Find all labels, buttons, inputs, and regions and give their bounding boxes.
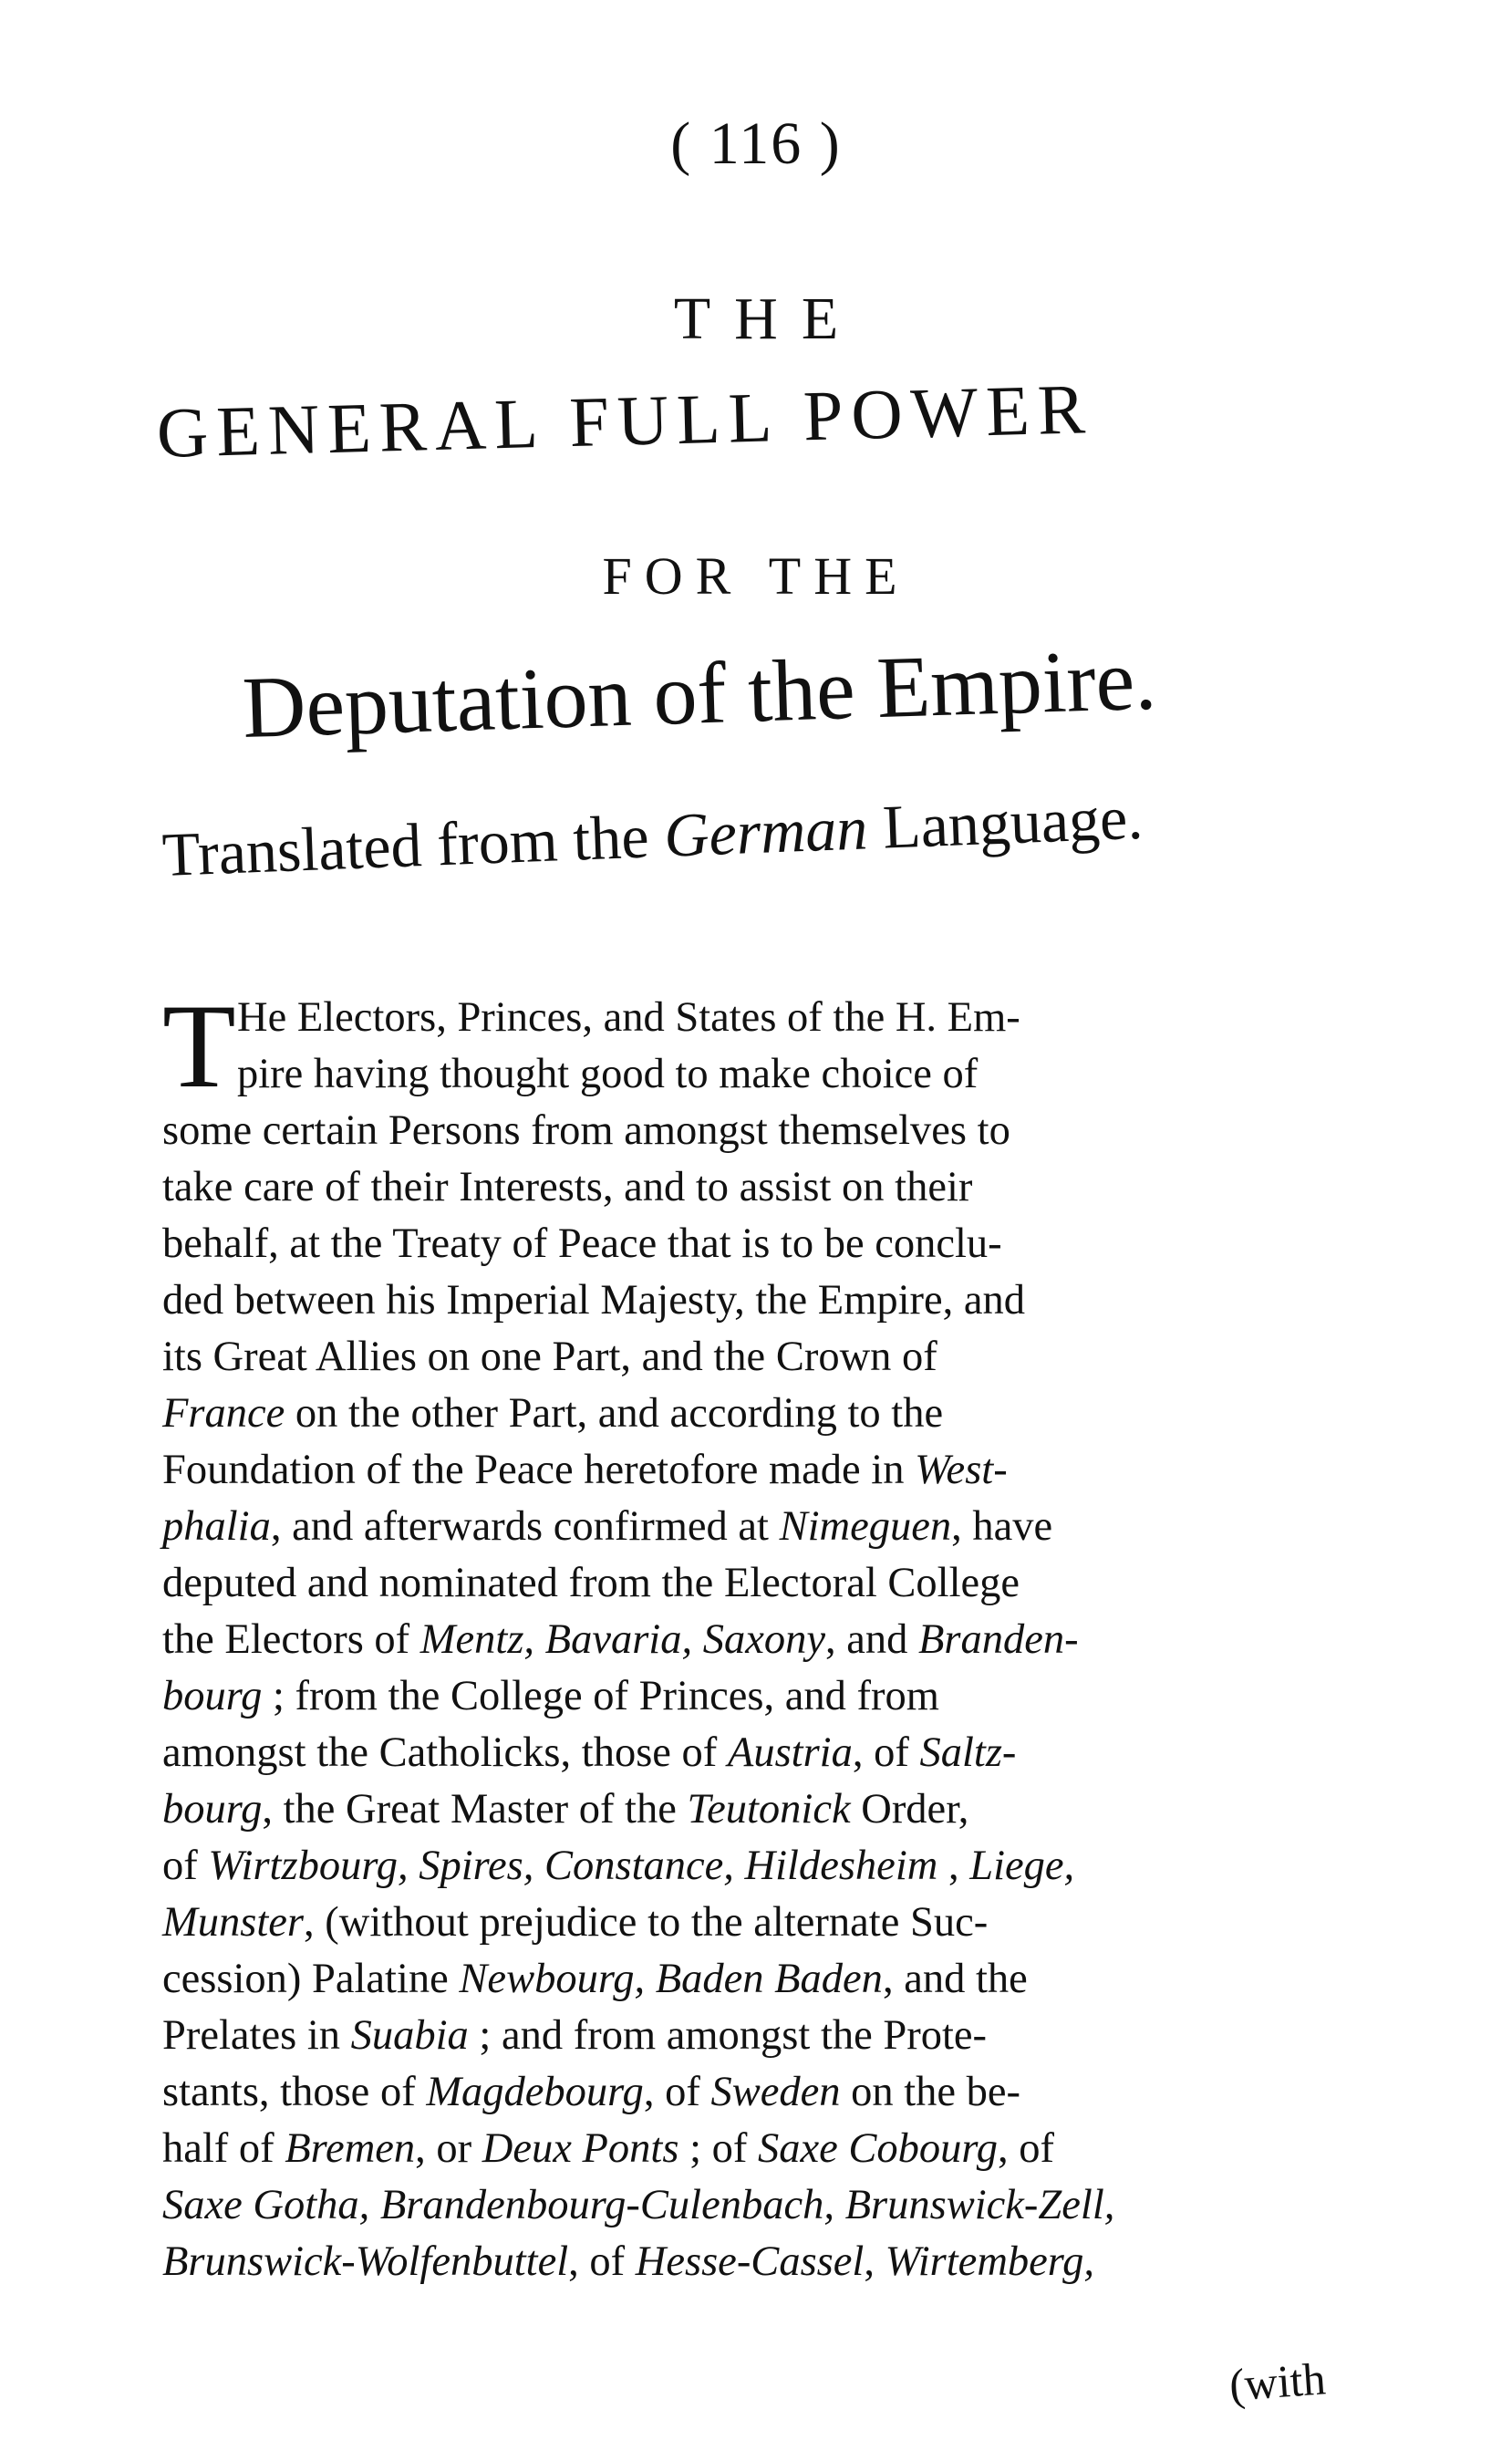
- text-line: [162, 2064, 1348, 2121]
- text-line: [162, 1612, 1348, 1668]
- italic-text: Mentz, Bavaria, Saxony: [419, 1616, 826, 1663]
- heading-general-full-power: GENERAL FULL POWER: [155, 369, 1094, 472]
- heading-the: THE: [673, 286, 863, 352]
- italic-text: Nimeguen: [779, 1503, 952, 1550]
- plain-text: , of: [852, 1729, 920, 1776]
- italic-text: Bremen: [285, 2125, 416, 2172]
- plain-text: Prelates in: [162, 2012, 351, 2059]
- text-line: deputed and nominated from the Electoral College: [162, 1560, 1020, 1606]
- text-line: ded between his Imperial Majesty, the Empire, and: [162, 1277, 1026, 1324]
- plain-text: of: [162, 1843, 209, 1889]
- plain-text: half of: [162, 2125, 285, 2172]
- italic-text: bourg: [162, 1673, 263, 1719]
- italic-text: Liege,: [969, 1843, 1075, 1889]
- plain-text: , of: [998, 2125, 1055, 2172]
- plain-text: , and afterwards confirmed at: [270, 1503, 780, 1550]
- drop-cap: T: [162, 979, 236, 1113]
- italic-text: Newbourg, Baden Baden: [459, 1956, 883, 2002]
- text-line: [162, 1386, 1348, 1442]
- text-line: take care of their Interests, and to assist on their: [162, 1164, 973, 1210]
- plain-text: , the Great Master of the: [262, 1786, 688, 1833]
- plain-text: ; from the College of Princes, and from: [262, 1673, 939, 1719]
- heading-for-the: FOR THE: [602, 546, 910, 606]
- italic-text: Wirtemberg,: [885, 2238, 1095, 2285]
- plain-text: , and the: [882, 1956, 1028, 2002]
- translated-language: German: [662, 793, 869, 870]
- text-line: [162, 2008, 1348, 2064]
- plain-text: stants, those of: [162, 2069, 427, 2115]
- text-line: pire having thought good to make choice of: [237, 1051, 979, 1097]
- catchword: (with: [1227, 2352, 1328, 2411]
- text-line: some certain Persons from amongst themselves to: [162, 1107, 1010, 1154]
- plain-text: on the be-: [840, 2069, 1021, 2115]
- italic-text: Saxe Cobourg: [757, 2125, 999, 2172]
- plain-text: on the other Part, and according to the: [285, 1390, 944, 1437]
- text-line: behalf, at the Treaty of Peace that is to be conclu-: [162, 1220, 1002, 1267]
- plain-text: , have: [951, 1503, 1053, 1550]
- italic-text: Hesse-Cassel: [635, 2238, 865, 2285]
- plain-text: ,: [864, 2238, 885, 2285]
- translated-prefix: Translated from the: [161, 800, 666, 889]
- text-line: [162, 1499, 1348, 1555]
- italic-text: Wirtzbourg, Spires, Constance, Hildesheim: [208, 1843, 938, 1889]
- text-line: He Electors, Princes, and States of the H. Em-: [237, 994, 1020, 1041]
- italic-text: Munster: [162, 1899, 304, 1946]
- italic-text: Teutonick: [687, 1786, 851, 1833]
- italic-text: West-: [915, 1447, 1008, 1493]
- plain-text: , and: [825, 1616, 919, 1663]
- translated-suffix: Language.: [865, 782, 1144, 863]
- plain-text: amongst the Catholicks, those of: [162, 1729, 728, 1776]
- italic-text: France: [162, 1390, 285, 1437]
- page-number: ( 116 ): [670, 110, 842, 177]
- heading-deputation: Deputation of the Empire.: [241, 629, 1158, 756]
- plain-text: , of: [568, 2238, 636, 2285]
- text-line: Saxe Gotha, Brandenbourg-Culenbach, Brunswick-Zell,: [162, 2182, 1115, 2228]
- italic-text: bourg: [162, 1786, 263, 1833]
- plain-text: ,: [937, 1843, 970, 1889]
- italic-text: Austria: [727, 1729, 853, 1776]
- plain-text: , (without prejudice to the alternate Suc-: [304, 1899, 989, 1946]
- italic-text: phalia: [162, 1503, 271, 1550]
- text-line: [162, 1838, 1348, 1895]
- text-line: [162, 1725, 1348, 1781]
- text-line: [162, 1668, 1348, 1725]
- text-line: [162, 1442, 1348, 1499]
- plain-text: , of: [643, 2069, 711, 2115]
- plain-text: ; and from amongst the Prote-: [468, 2012, 988, 2059]
- italic-text: Sweden: [710, 2069, 841, 2115]
- text-line: [162, 1895, 1348, 1951]
- plain-text: Foundation of the Peace heretofore made in: [162, 1447, 916, 1493]
- plain-text: ; of: [678, 2125, 758, 2172]
- body-paragraph: [162, 979, 1348, 2290]
- plain-text: the Electors of: [162, 1616, 420, 1663]
- text-line: its Great Allies on one Part, and the Crown of: [162, 1334, 937, 1380]
- text-line: [162, 1951, 1348, 2008]
- text-line: [162, 2121, 1348, 2177]
- plain-text: , or: [415, 2125, 482, 2172]
- text-line: [162, 1781, 1348, 1838]
- italic-text: Branden-: [918, 1616, 1079, 1663]
- italic-text: Brunswick-Wolfenbuttel: [162, 2238, 569, 2285]
- plain-text: Order,: [850, 1786, 969, 1833]
- plain-text: cession) Palatine: [162, 1956, 460, 2002]
- italic-text: Deux Ponts: [482, 2125, 679, 2172]
- text-line: [162, 2234, 1348, 2290]
- italic-text: Suabia: [350, 2012, 469, 2059]
- heading-translated: [161, 782, 1144, 891]
- italic-text: Magdebourg: [426, 2069, 644, 2115]
- italic-text: Saltz-: [919, 1729, 1017, 1776]
